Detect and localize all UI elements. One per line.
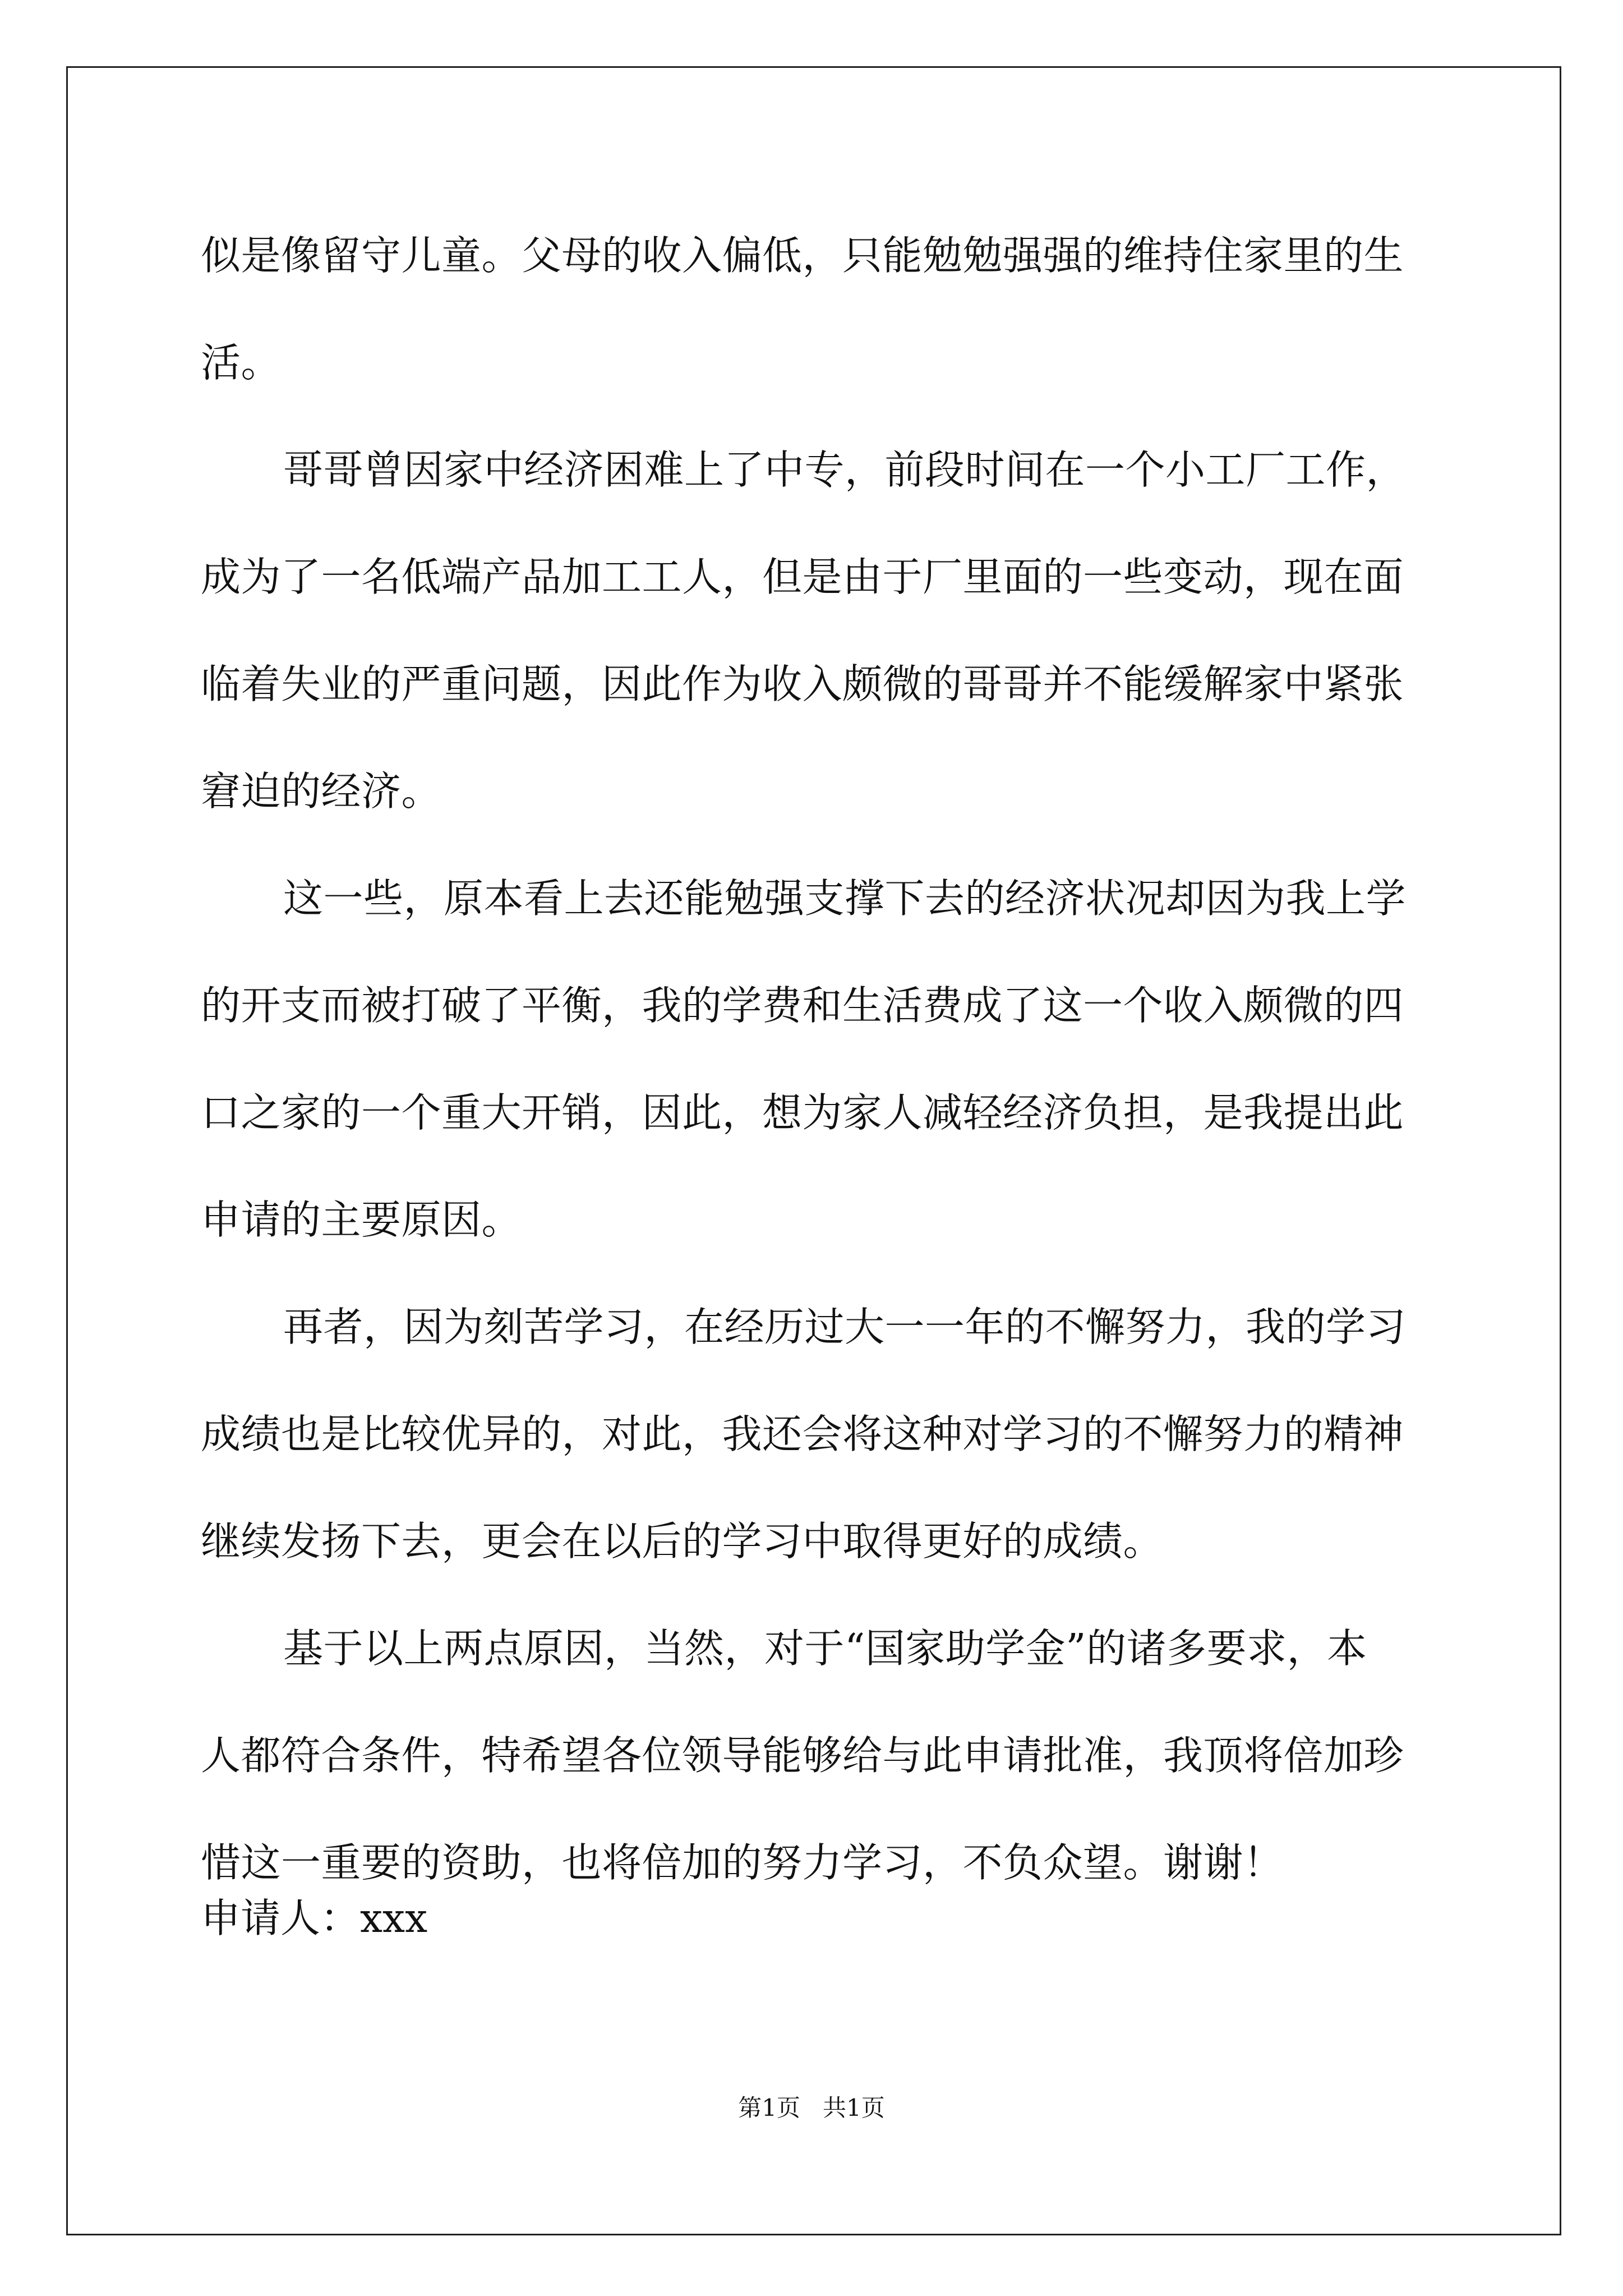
page-number-footer: 第1页 共1页 [738, 2094, 885, 2122]
text-line: 成绩也是比较优异的，对此，我还会将这种对学习的不懈努力的精神 [201, 1411, 1404, 1457]
text-line: 临着失业的严重问题，因此作为收入颇微的哥哥并不能缓解家中紧张 [201, 661, 1404, 707]
text-line: 继续发扬下去，更会在以后的学习中取得更好的成绩。 [201, 1518, 1164, 1565]
paragraph-start: 基于以上两点原因，当然，对于“国家助学金”的诸多要求，本 [283, 1625, 1367, 1672]
paragraph-start: 这一些，原本看上去还能勉强支撑下去的经济状况却因为我上学 [283, 875, 1407, 922]
text-line: 似是像留守儿童。父母的收入偏低，只能勉勉强强的维持住家里的生 [201, 232, 1404, 279]
text-line: 的开支而被打破了平衡，我的学费和生活费成了这一个收入颇微的四 [201, 982, 1404, 1029]
text-line: 活。 [201, 339, 282, 386]
text-line: 口之家的一个重大开销，因此，想为家人减轻经济负担，是我提出此 [201, 1089, 1404, 1136]
paragraph-start: 再者，因为刻苦学习，在经历过大一一年的不懈努力，我的学习 [283, 1304, 1407, 1350]
text-line: 人都符合条件，特希望各位领导能够给与此申请批准，我顶将倍加珍 [201, 1732, 1404, 1779]
paragraph-start: 哥哥曾因家中经济困难上了中专，前段时间在一个小工厂工作， [283, 447, 1407, 493]
text-line: 成为了一名低端产品加工工人，但是由于厂里面的一些变动，现在面 [201, 554, 1404, 600]
document-body [201, 202, 1435, 1916]
text-line: 窘迫的经济。 [201, 768, 442, 815]
text-line: 惜这一重要的资助，也将倍加的努力学习，不负众望。谢谢！ [201, 1839, 1284, 1886]
applicant-signature: 申请人：xxx [201, 1895, 428, 1941]
text-line: 申请的主要原因。 [201, 1197, 522, 1243]
